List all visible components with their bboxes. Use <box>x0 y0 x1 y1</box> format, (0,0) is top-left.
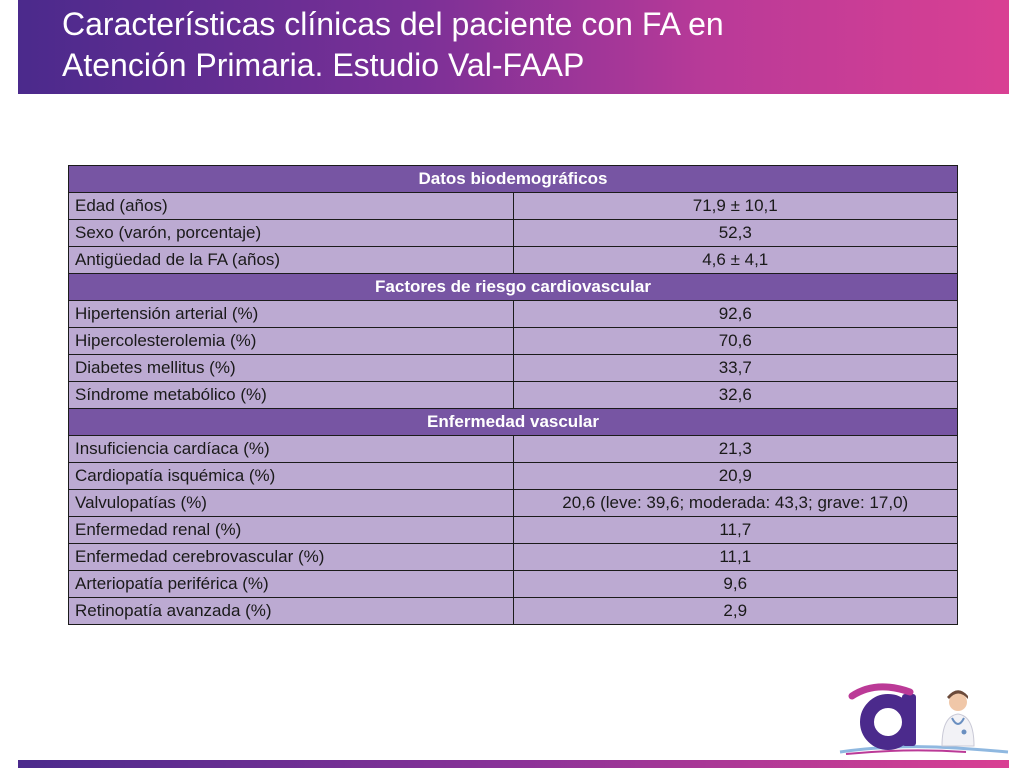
row-value: 9,6 <box>513 571 958 598</box>
row-value: 21,3 <box>513 436 958 463</box>
row-label: Valvulopatías (%) <box>69 490 514 517</box>
row-label: Retinopatía avanzada (%) <box>69 598 514 625</box>
table-row <box>69 193 958 220</box>
table-row <box>69 490 958 517</box>
section-header-cardiovascular-risk: Factores de riesgo cardiovascular <box>69 274 958 301</box>
section-header-vascular-disease: Enfermedad vascular <box>69 409 958 436</box>
row-value: 92,6 <box>513 301 958 328</box>
section-header-biodemographic: Datos biodemográficos <box>69 166 958 193</box>
section-header-row <box>69 409 958 436</box>
table-row <box>69 598 958 625</box>
table-row <box>69 571 958 598</box>
table-row <box>69 247 958 274</box>
footer-bar <box>18 760 1009 768</box>
row-label: Insuficiencia cardíaca (%) <box>69 436 514 463</box>
row-value: 4,6 ± 4,1 <box>513 247 958 274</box>
row-label: Antigüedad de la FA (años) <box>69 247 514 274</box>
row-label: Sexo (varón, porcentaje) <box>69 220 514 247</box>
row-value: 52,3 <box>513 220 958 247</box>
table-row <box>69 301 958 328</box>
row-value: 32,6 <box>513 382 958 409</box>
table-row <box>69 544 958 571</box>
row-value: 11,7 <box>513 517 958 544</box>
clinical-characteristics-table <box>68 165 958 625</box>
row-label: Enfermedad cerebrovascular (%) <box>69 544 514 571</box>
row-label: Enfermedad renal (%) <box>69 517 514 544</box>
row-value: 20,6 (leve: 39,6; moderada: 43,3; grave: 17,0) <box>513 490 958 517</box>
row-label: Cardiopatía isquémica (%) <box>69 463 514 490</box>
row-label: Hipertensión arterial (%) <box>69 301 514 328</box>
row-label: Edad (años) <box>69 193 514 220</box>
row-value: 70,6 <box>513 328 958 355</box>
table-row <box>69 463 958 490</box>
row-value: 2,9 <box>513 598 958 625</box>
slide-title <box>62 4 724 86</box>
letter-a-doctor-logo-icon <box>836 682 1010 758</box>
section-header-row <box>69 274 958 301</box>
row-label: Diabetes mellitus (%) <box>69 355 514 382</box>
row-value: 71,9 ± 10,1 <box>513 193 958 220</box>
row-value: 33,7 <box>513 355 958 382</box>
row-label: Hipercolesterolemia (%) <box>69 328 514 355</box>
table-row <box>69 355 958 382</box>
slide-title-line-2: Atención Primaria. Estudio Val-FAAP <box>62 47 585 83</box>
table-row <box>69 436 958 463</box>
slide-title-line-1: Características clínicas del paciente con FA en <box>62 6 724 42</box>
table-row <box>69 220 958 247</box>
row-value: 11,1 <box>513 544 958 571</box>
table-row <box>69 382 958 409</box>
row-value: 20,9 <box>513 463 958 490</box>
table-row <box>69 517 958 544</box>
section-header-row <box>69 166 958 193</box>
row-label: Síndrome metabólico (%) <box>69 382 514 409</box>
row-label: Arteriopatía periférica (%) <box>69 571 514 598</box>
table-row <box>69 328 958 355</box>
